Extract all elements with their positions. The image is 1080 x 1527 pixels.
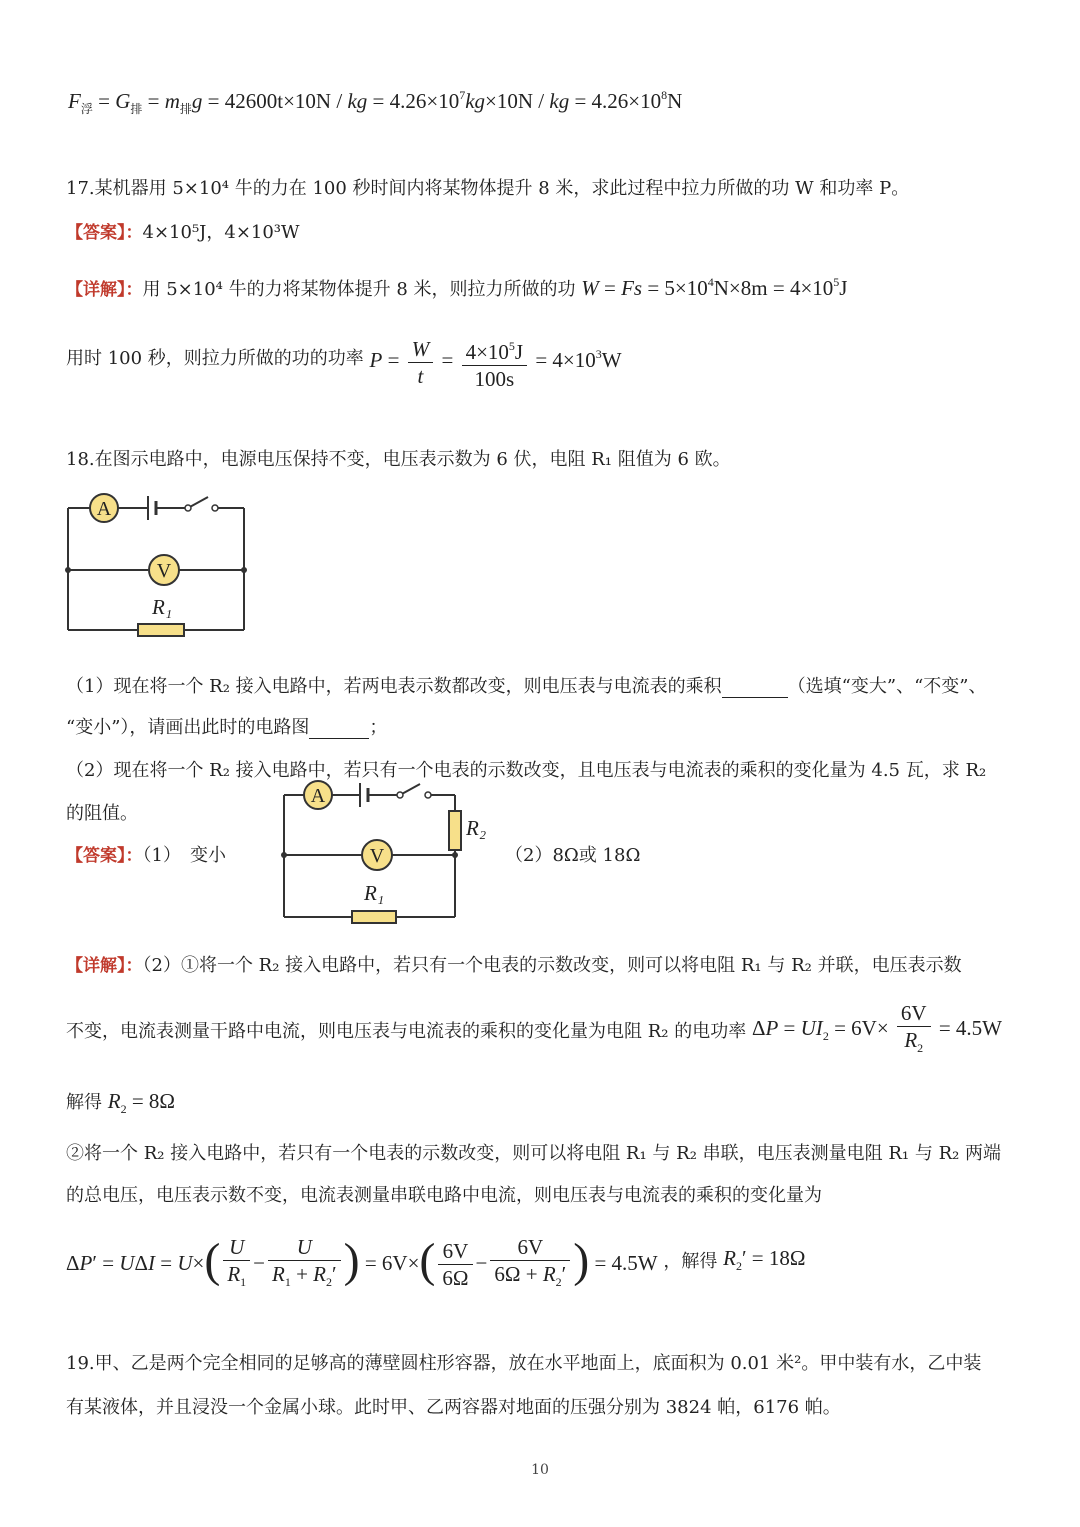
page-number: 10	[531, 1462, 549, 1478]
resistor-r1-icon	[352, 881, 396, 923]
q17-detail-line	[66, 271, 847, 301]
q19-line1: 19.甲、乙是两个完全相同的足够高的薄壁圆柱形容器，放在水平地面上，底面积为 0.01 米²。甲中装有水，乙中装	[66, 1353, 982, 1374]
q18-detail-line2: 不变，电流表测量干路中电流，则电压表与电流表的乘积的变化量为电阻 R₂ 的电功率 $\Delta P = UI_2 = 6V\times$ $\frac{6V}{R_2}$ = 4.5W	[66, 1000, 1003, 1055]
circuit-diagram-1	[60, 484, 260, 644]
q18-detail-line4: 的总电压，电压表示数不变，电流表测量串联电路中电流，则电压表与电流表的乘积的变化量为	[66, 1185, 822, 1206]
q18-answer-line	[66, 845, 226, 867]
circuit-diagram-2	[278, 775, 487, 925]
q17-power-lead: 用时 100 秒，则拉力所做的功的功率	[66, 347, 364, 369]
ammeter-icon	[304, 781, 332, 809]
ammeter-icon	[90, 494, 118, 522]
q18-part2-line2: 的阻值。	[66, 803, 138, 824]
q18-part1-line: （1）现在将一个 R₂ 接入电路中，若两电表示数都改变，则电压表与电流表的乘积 （选填“变大”、“不变”、	[66, 676, 987, 697]
resistor-r2-icon	[449, 811, 486, 850]
q18-r2-formula: $R_2 = 8\Omega$	[107, 1089, 176, 1116]
svg-text:A: A	[310, 785, 326, 807]
q18-dp2-line: ΔP′ = UΔI = U×( $\frac{U}{R_1}$ − $\frac{U}{R_1 + R_2'}$ ) = 6V×( $\frac{6V}{6\Omega}$ − $\frac{6V}{6\Omega + R_2'}$ ) = 4.5W ，解得 $R_2' = 18\Omega$	[66, 1233, 806, 1291]
q17-work-formula: $W = Fs = 5\times 10^4N\times 8m = 4\times 10^5J$	[581, 275, 848, 300]
q17-question: 17.某机器用 5×10⁴ 牛的力在 100 秒时间内将某物体提升 8 米，求此过程中拉力所做的功 W 和功率 P。	[66, 178, 910, 199]
svg-text:R₂: R₂	[466, 816, 487, 840]
svg-text:V: V	[369, 845, 385, 867]
voltmeter-icon	[149, 555, 179, 585]
blank-2	[309, 720, 369, 739]
q18-dp2-formula: ΔP′ = UΔI = U×( $\frac{U}{R_1}$ − $\frac{U}{R_1 + R_2'}$ ) = 6V×( $\frac{6V}{6\Omega}$ − $\frac{6V}{6\Omega + R_2'}$ ) = 4.5W	[66, 1233, 658, 1291]
q17-answer: 4×10⁵J，4×10³W	[142, 222, 300, 243]
blank-1	[722, 679, 788, 698]
q17-power-line	[66, 326, 622, 392]
svg-text:R₁: R₁	[364, 881, 385, 905]
q18-answer1: （1） 变小	[142, 845, 226, 866]
q17-power-formula: P = $\frac{W}{t}$ = $\frac{4\times 10^5J}{100s}$ = $4\times 10^3W$	[370, 348, 622, 372]
q18-detail-line1: 【详解】：（2）①将一个 R₂ 接入电路中，若只有一个电表的示数改变，则可以将电阻 R₁ 与 R₂ 并联，电压表示数	[66, 955, 962, 976]
answer-tag: 【答案】：	[66, 223, 143, 243]
q18-r2b-formula: $R_2' = 18\Omega$	[723, 1246, 806, 1273]
buoyancy-formula: $F_浮 = G_排 = m_排g = 42600t\times 10N$ / kg = $4.26\times 10^7kg\times 10N$ / kg = $4.26\times 10^8N$	[68, 88, 683, 116]
q18-solve-line: 解得 $R_2 = 8\Omega$	[66, 1089, 176, 1116]
q18-detail-line3: ②将一个 R₂ 接入电路中，若只有一个电表的示数改变，则可以将电阻 R₁ 与 R₂ 串联，电压表测量电阻 R₁ 与 R₂ 两端	[66, 1143, 1002, 1164]
svg-text:A: A	[96, 498, 112, 520]
q18-part2-line: （2）现在将一个 R₂ 接入电路中，若只有一个电表的示数改变，且电压表与电流表的乘积的变化量为 4.5 瓦，求 R₂	[66, 760, 987, 781]
voltmeter-icon	[362, 840, 392, 870]
resistor-r1-icon	[138, 595, 184, 636]
answer-tag: 【答案】：	[66, 846, 143, 866]
q18-part1-line2: “变小”），请画出此时的电路图 ；	[66, 717, 388, 738]
svg-text:R₁: R₁	[152, 595, 173, 619]
q17-detail-lead: 用 5×10⁴ 牛的力将某物体提升 8 米，则拉力所做的功	[142, 279, 576, 300]
q17-answer-line	[66, 222, 300, 244]
detail-tag: 【详解】：	[66, 280, 143, 300]
q18-dp-formula: $\Delta P = UI_2 = 6V\times$ $\frac{6V}{R_2}$ = 4.5W	[751, 1000, 1003, 1055]
q18-answer2: （2）8Ω或 18Ω	[505, 845, 641, 866]
svg-text:V: V	[156, 560, 172, 582]
detail-tag: 【详解】：	[66, 956, 143, 976]
q19-line2: 有某液体，并且浸没一个金属小球。此时甲、乙两容器对地面的压强分别为 3824 帕，6176 帕。	[66, 1397, 841, 1418]
q18-question: 18.在图示电路中，电源电压保持不变，电压表示数为 6 伏，电阻 R₁ 阻值为 6 欧。	[66, 449, 731, 470]
